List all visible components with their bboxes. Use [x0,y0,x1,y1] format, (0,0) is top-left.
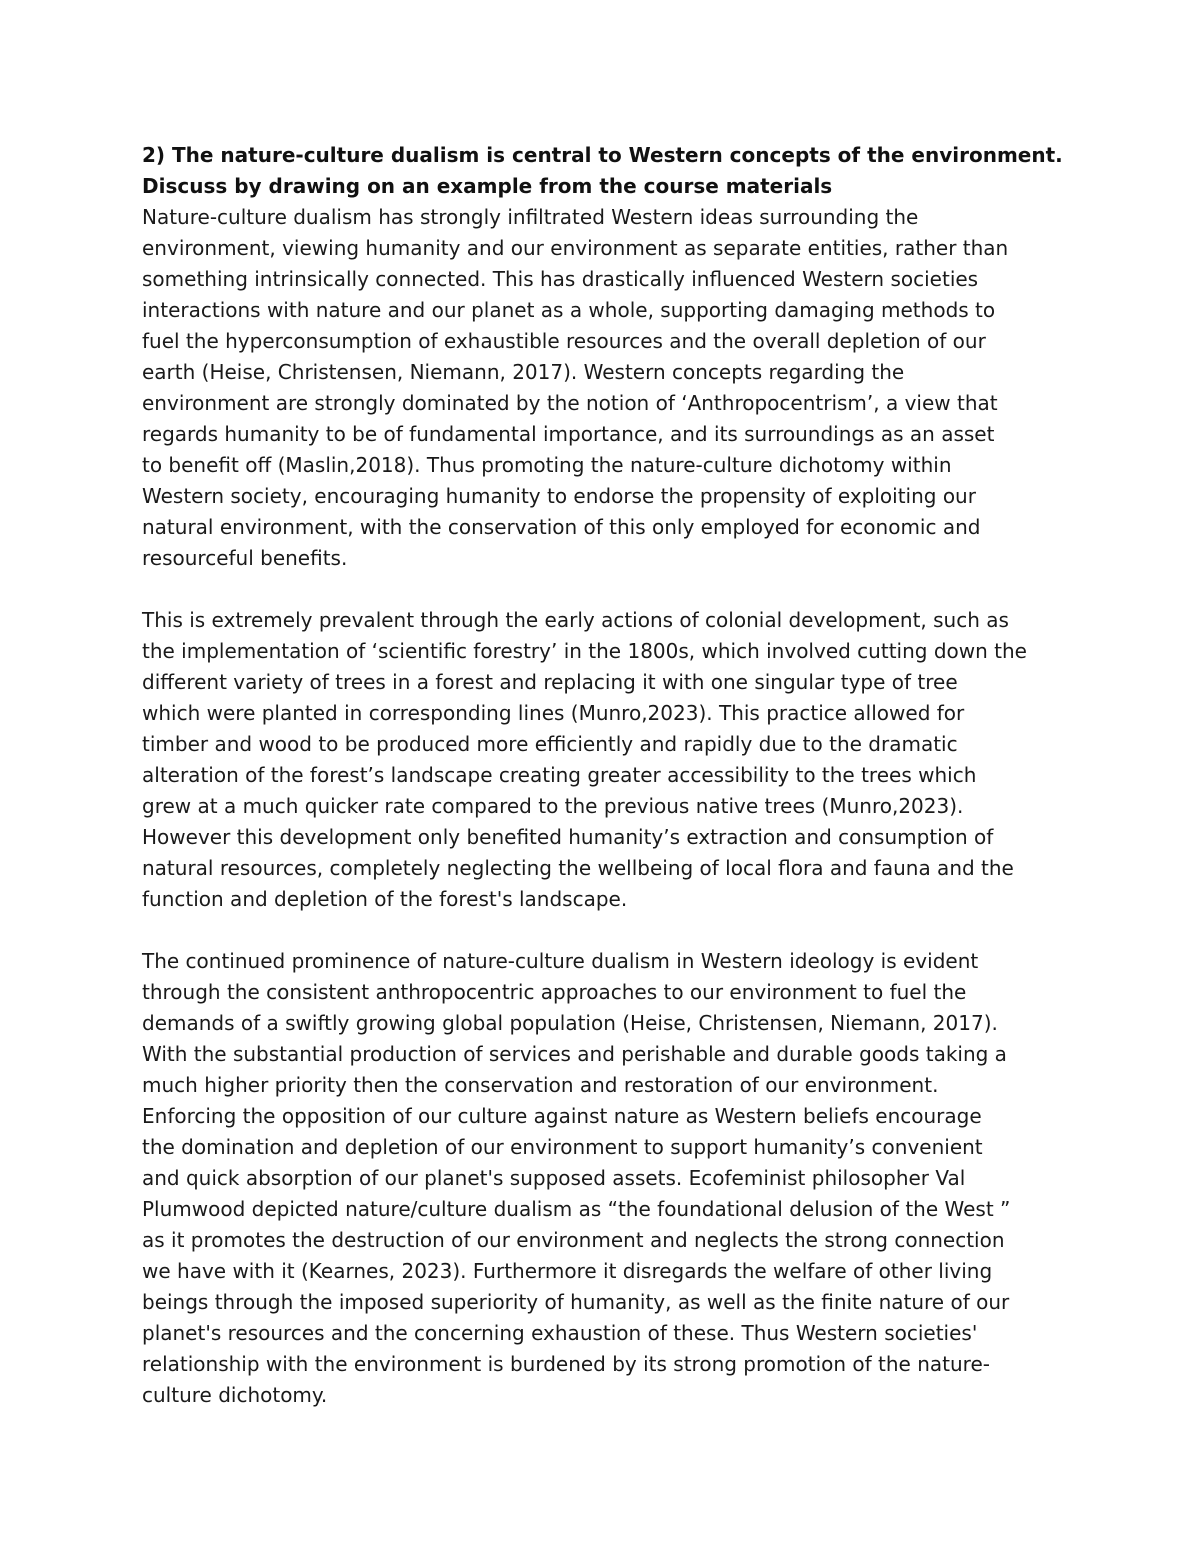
paragraph-line: much higher priority then the conservation and restoration of our environment. [142,1073,939,1097]
paragraph-line: the domination and depletion of our environment to support humanity’s convenient [142,1135,983,1159]
paragraph-line: something intrinsically connected. This has drastically influenced Western societies [142,267,979,291]
paragraph-line: planet's resources and the concerning exhaustion of these. Thus Western societies' [142,1321,978,1345]
paragraph-line: The continued prominence of nature-culture dualism in Western ideology is evident [142,949,979,973]
paragraph-3 [142,946,1062,1411]
paragraph-line: Plumwood depicted nature/culture dualism as “the foundational delusion of the West ” [142,1197,1011,1221]
paragraph-line: environment, viewing humanity and our environment as separate entities, rather than [142,236,1009,260]
paragraph-line: environment are strongly dominated by the notion of ‘Anthropocentrism’, a view that [142,391,998,415]
heading-line: Discuss by drawing on an example from the course materials [142,174,833,198]
paragraph-line: regards humanity to be of fundamental importance, and its surroundings as an asset [142,422,995,446]
paragraph-line: relationship with the environment is burdened by its strong promotion of the nature- [142,1352,990,1376]
paragraph-spacer [142,915,1062,946]
paragraph-line: to benefit off (Maslin,2018). Thus promoting the nature-culture dichotomy within [142,453,952,477]
paragraph-line: This is extremely prevalent through the early actions of colonial development, such as [142,608,1009,632]
paragraph-line: and quick absorption of our planet's supposed assets. Ecofeminist philosopher Val [142,1166,966,1190]
paragraph-line: culture dichotomy. [142,1383,328,1407]
paragraph-line: Western society, encouraging humanity to endorse the propensity of exploiting our [142,484,976,508]
question-heading [142,140,1062,202]
paragraph-spacer [142,574,1062,605]
paragraph-line: Nature-culture dualism has strongly infiltrated Western ideas surrounding the [142,205,919,229]
paragraph-line: timber and wood to be produced more efficiently and rapidly due to the dramatic [142,732,958,756]
paragraph-line: However this development only benefited humanity’s extraction and consumption of [142,825,994,849]
paragraph-line: as it promotes the destruction of our environment and neglects the strong connection [142,1228,1005,1252]
paragraph-line: we have with it (Kearnes, 2023). Furthermore it disregards the welfare of other living [142,1259,993,1283]
paragraph-line: fuel the hyperconsumption of exhaustible resources and the overall depletion of our [142,329,986,353]
paragraph-line: the implementation of ‘scientific forestry’ in the 1800s, which involved cutting down the [142,639,1027,663]
paragraph-2 [142,605,1062,915]
paragraph-line: alteration of the forest’s landscape creating greater accessibility to the trees which [142,763,977,787]
paragraph-line: demands of a swiftly growing global population (Heise, Christensen, Niemann, 2017). [142,1011,998,1035]
paragraph-1 [142,202,1062,574]
document-body [142,140,1062,1411]
paragraph-line: function and depletion of the forest's landscape. [142,887,628,911]
paragraph-line: interactions with nature and our planet as a whole, supporting damaging methods to [142,298,996,322]
paragraph-line: Enforcing the opposition of our culture against nature as Western beliefs encourage [142,1104,982,1128]
paragraph-line: With the substantial production of services and perishable and durable goods taking a [142,1042,1007,1066]
paragraph-line: natural environment, with the conservation of this only employed for economic and [142,515,981,539]
paragraph-line: resourceful benefits. [142,546,348,570]
paragraph-line: different variety of trees in a forest and replacing it with one singular type of tree [142,670,958,694]
paragraph-line: which were planted in corresponding lines (Munro,2023). This practice allowed for [142,701,965,725]
heading-line: 2) The nature-culture dualism is central to Western concepts of the environment. [142,143,1063,167]
paragraph-line: through the consistent anthropocentric approaches to our environment to fuel the [142,980,967,1004]
paragraph-line: earth (Heise, Christensen, Niemann, 2017). Western concepts regarding the [142,360,905,384]
paragraph-line: beings through the imposed superiority of humanity, as well as the finite nature of our [142,1290,1010,1314]
paragraph-line: natural resources, completely neglecting the wellbeing of local flora and fauna and the [142,856,1014,880]
paragraph-line: grew at a much quicker rate compared to the previous native trees (Munro,2023). [142,794,964,818]
